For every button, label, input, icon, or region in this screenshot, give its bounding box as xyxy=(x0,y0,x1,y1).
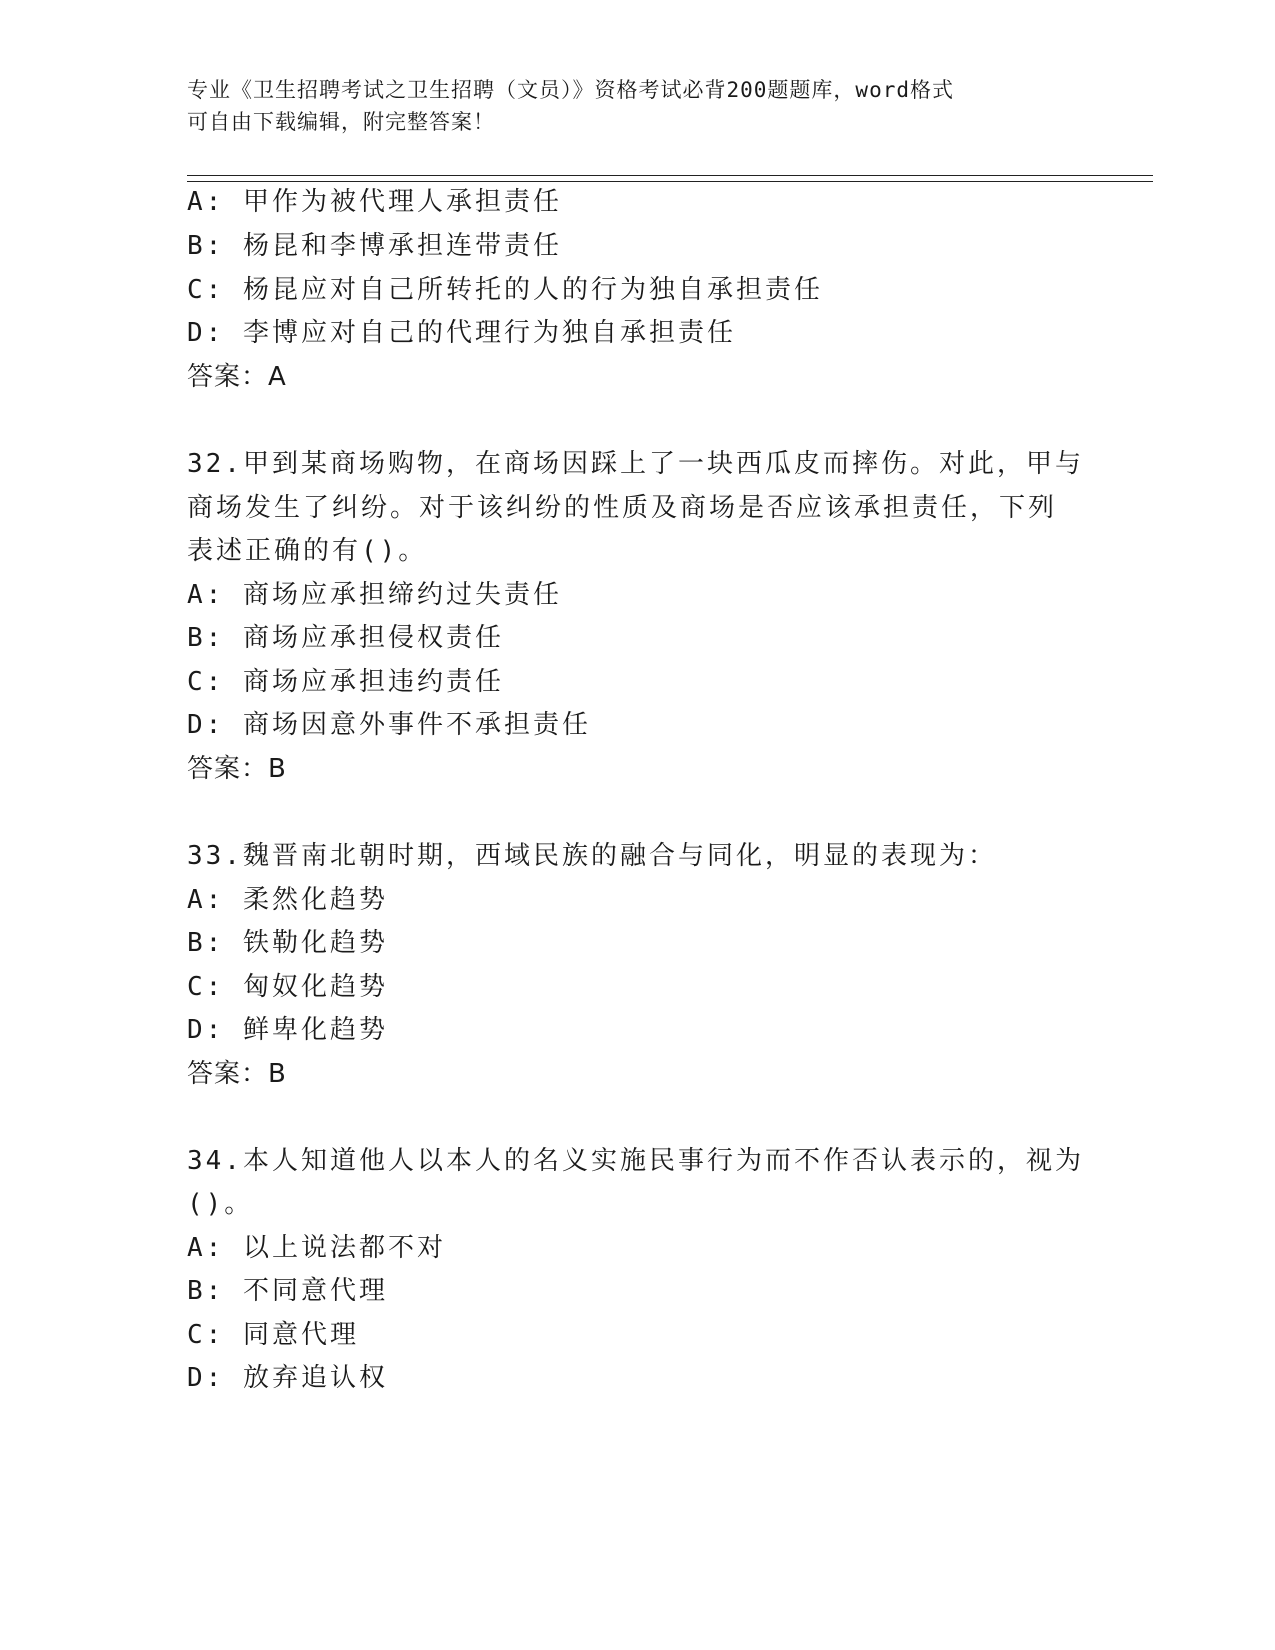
document-header xyxy=(187,74,1067,138)
question-stem-line: 32.甲到某商场购物，在商场因踩上了一块西瓜皮而摔伤。对此，甲与 xyxy=(187,449,1084,479)
option-b: B: 铁勒化趋势 xyxy=(187,928,388,958)
answer-text: 答案：A xyxy=(187,362,287,392)
option-d: D: 放弃追认权 xyxy=(187,1363,388,1393)
question-stem-line: 表述正确的有()。 xyxy=(187,536,428,566)
option-b: B: 不同意代理 xyxy=(187,1276,388,1306)
answer-text: 答案：B xyxy=(187,1059,287,1089)
header-title-line-1: 专业《卫生招聘考试之卫生招聘（文员）》资格考试必背200题题库，word格式 xyxy=(187,78,954,102)
question-stem-line: ()。 xyxy=(187,1189,254,1219)
option-d: D: 商场因意外事件不承担责任 xyxy=(187,710,591,740)
option-d: D: 鲜卑化趋势 xyxy=(187,1015,388,1045)
option-d: D: 李博应对自己的代理行为独自承担责任 xyxy=(187,318,736,348)
option-b: B: 杨昆和李博承担连带责任 xyxy=(187,231,562,261)
question-stem-line: 33.魏晋南北朝时期，西域民族的融合与同化，明显的表现为： xyxy=(187,841,997,871)
option-a: A: 甲作为被代理人承担责任 xyxy=(187,187,562,217)
option-b: B: 商场应承担侵权责任 xyxy=(187,623,504,653)
option-c: C: 杨昆应对自己所转托的人的行为独自承担责任 xyxy=(187,275,823,305)
option-c: C: 商场应承担违约责任 xyxy=(187,667,504,697)
option-a: A: 以上说法都不对 xyxy=(187,1233,446,1263)
question-stem-line: 34.本人知道他人以本人的名义实施民事行为而不作否认表示的，视为 xyxy=(187,1146,1084,1176)
header-title-line-2: 可自由下载编辑，附完整答案！ xyxy=(187,110,495,134)
header-divider-bottom xyxy=(187,181,1153,182)
question-stem-line: 商场发生了纠纷。对于该纠纷的性质及商场是否应该承担责任，下列 xyxy=(187,493,1058,523)
option-c: C: 同意代理 xyxy=(187,1320,359,1350)
option-a: A: 商场应承担缔约过失责任 xyxy=(187,580,562,610)
option-a: A: 柔然化趋势 xyxy=(187,885,388,915)
answer-text: 答案：B xyxy=(187,754,287,784)
option-c: C: 匈奴化趋势 xyxy=(187,972,388,1002)
header-divider-top xyxy=(187,175,1153,176)
